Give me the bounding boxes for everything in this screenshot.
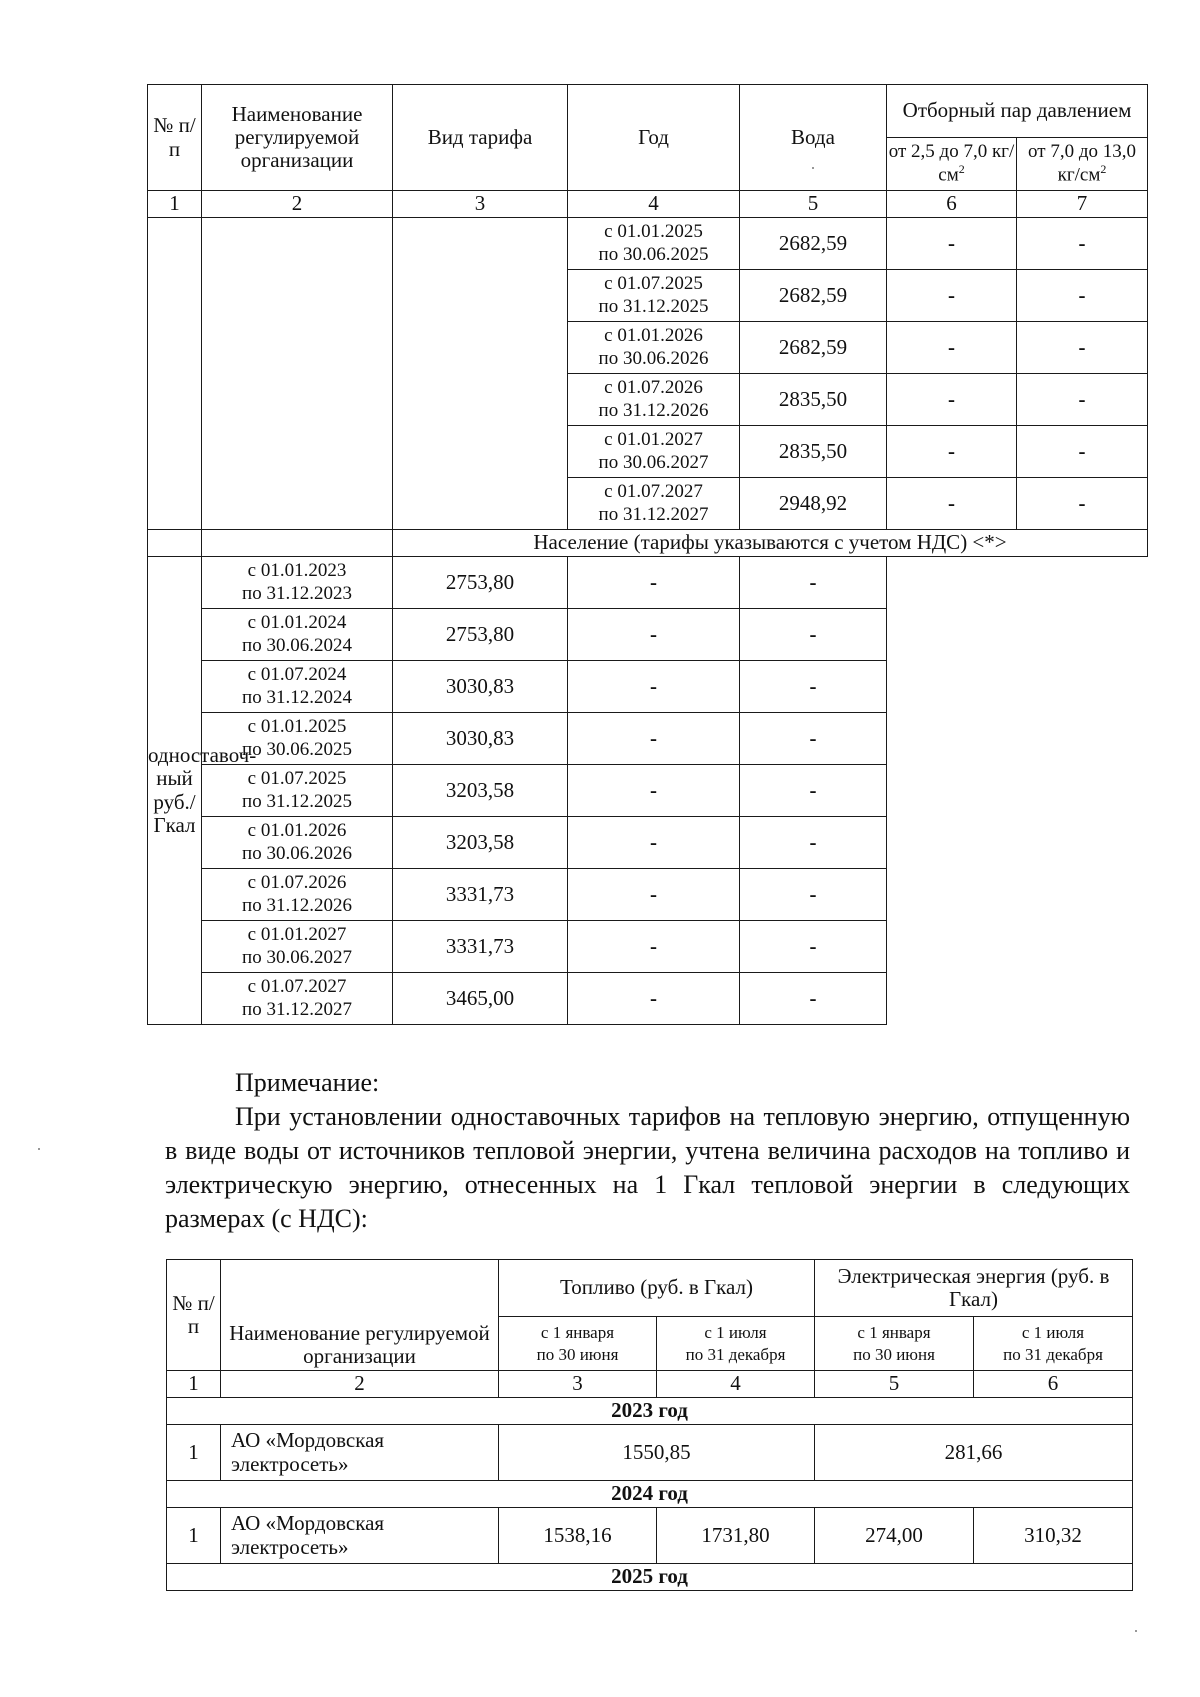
tariff-type-line: руб./Гкал [153,789,196,837]
col-number: 6 [887,191,1017,218]
period-to: по 30.06.2026 [242,842,352,864]
steam-low-value: - [568,921,740,973]
steam-low-value: - [568,817,740,869]
period-from: с 01.07.2027 [604,481,703,503]
period-from: с 01.01.2025 [604,221,703,243]
col-number: 3 [499,1371,657,1398]
steam-high-value: - [740,661,887,713]
water-value: 2948,92 [740,478,887,530]
period-to: по 31.12.2025 [598,295,709,317]
steam-low-value: - [887,322,1017,374]
period-cell [202,921,393,973]
period-from: с 01.07.2025 [604,273,703,295]
water-value: 3030,83 [393,713,568,765]
steam-high-value: - [740,973,887,1025]
water-value: 2682,59 [740,322,887,374]
electric-h2-value: 310,32 [974,1508,1133,1564]
steam-low-value: - [887,218,1017,270]
period-to: по 30.06.2027 [242,946,352,968]
tariff-row [148,973,1148,1025]
steam-low-value: - [568,661,740,713]
fuel-electricity-table [166,1259,1133,1591]
water-value: 2682,59 [740,270,887,322]
period-from: с 01.07.2027 [247,976,347,998]
steam-low-value: - [887,270,1017,322]
steam-low-value: - [887,478,1017,530]
water-value: 2753,80 [393,557,568,609]
header-water: Вода [740,85,887,191]
col-number: 6 [974,1371,1133,1398]
period-cell [202,661,393,713]
water-value: 2835,50 [740,374,887,426]
tariff-type-line: ный [156,766,193,791]
steam-high-value: - [1017,270,1148,322]
fuel-h2-value: 1731,80 [657,1508,815,1564]
year-header-2024: 2024 год [167,1481,1133,1508]
steam-low-value: - [887,426,1017,478]
period-from: с 01.07.2024 [247,664,347,686]
tariff-type-cell-empty [393,218,568,530]
tariff-type-line: одноставоч- [148,743,257,768]
scan-speck [1135,1630,1137,1632]
col-number: 1 [148,191,202,218]
period-cell [202,817,393,869]
year-header-2025: 2025 год [167,1564,1133,1591]
steam-high-value: - [740,817,887,869]
tariff-row [148,218,1148,270]
period-cell [568,270,740,322]
period-to: по 31.12.2025 [242,790,352,812]
tariff-row [148,713,1148,765]
col-number: 4 [568,191,740,218]
steam-low-value: - [568,765,740,817]
steam-high-value: - [740,869,887,921]
steam-high-value: - [740,713,887,765]
period-to: по 31.12.2027 [242,998,352,1020]
t2-header-el-h2: с 1 июля по 31 декабря [974,1317,1133,1371]
period-to: по 30.06.2026 [598,347,709,369]
t2-header-el-h1: с 1 января по 30 июня [815,1317,974,1371]
org-name: АО «Мордовская электросеть» [221,1508,499,1564]
tariff-type-cell [148,557,257,1025]
water-value: 3331,73 [393,921,568,973]
t2-header-org: Наименование регулируемой организации [221,1260,499,1371]
steam-low-value: - [568,557,740,609]
header-steam-high: от 7,0 до 13,0 $кг/см^2$ [1017,138,1148,191]
period-cell [568,322,740,374]
header-org: Наименование регулируемой организации [202,85,393,191]
t2-header-electric: Электрическая энергия (руб. в Гкал) [815,1260,1133,1317]
steam-high-value: - [1017,322,1148,374]
header-tariff-type: Вид тарифа [393,85,568,191]
period-from: с 01.01.2024 [247,612,347,634]
period-cell [568,426,740,478]
col-number: 7 [1017,191,1148,218]
period-to: по 31.12.2023 [242,582,352,604]
header-num: № п/п [148,85,202,191]
col-number: 5 [740,191,887,218]
period-to: по 30.06.2027 [598,451,709,473]
column-number-row [148,191,1148,218]
electric-h1-value: 274,00 [815,1508,974,1564]
col-number: 5 [815,1371,974,1398]
steam-high-value: - [740,609,887,661]
row-num: 1 [167,1425,221,1481]
scan-speck [812,167,814,169]
period-cell [202,869,393,921]
period-from: с 01.01.2023 [247,560,347,582]
steam-low-value: - [568,869,740,921]
period-from: с 01.01.2027 [604,429,703,451]
steam-high-value: - [740,765,887,817]
period-cell [568,374,740,426]
water-value: 3030,83 [393,661,568,713]
period-from: с 01.01.2027 [247,924,347,946]
period-to: по 31.12.2026 [598,399,709,421]
period-to: по 31.12.2027 [598,503,709,525]
tariff-row [148,817,1148,869]
col-number: 2 [202,191,393,218]
period-from: с 01.07.2026 [247,872,347,894]
population-header: Население (тарифы указываются с учетом НДС) <*> [393,530,1148,557]
electric-value: 281,66 [815,1425,1133,1481]
water-value: 2835,50 [740,426,887,478]
tariff-row [148,765,1148,817]
note-text: При установлении одноставочных тарифов на тепловую энергию, отпущенную в виде воды от источников тепловой энергии, учтена величина расходов на топливо и электрическую энергию, отнесенных на 1 Гкал тепловой энергии в следующих размерах (с НДС): [165,1102,1130,1233]
steam-low-value: - [887,374,1017,426]
header-steam-low: от 2,5 до 7,0 $кг/см^2$ [887,138,1017,191]
fuel-value: 1550,85 [499,1425,815,1481]
steam-high-value: - [1017,218,1148,270]
water-value: 3465,00 [393,973,568,1025]
scan-speck [38,1148,40,1150]
num-cell-empty [148,530,202,557]
tariff-row [148,661,1148,713]
period-cell [202,609,393,661]
period-cell [568,478,740,530]
org-cell-empty [202,218,393,530]
steam-low-value: - [568,609,740,661]
period-from: с 01.01.2025 [247,716,347,738]
steam-high-value: - [1017,478,1148,530]
period-to: по 31.12.2024 [242,686,352,708]
period-cell [202,973,393,1025]
t2-header-fuel-h1: с 1 января по 30 июня [499,1317,657,1371]
steam-high-value: - [740,921,887,973]
org-name: АО «Мордовская электросеть» [221,1425,499,1481]
tariff-row [148,609,1148,661]
tariff-row [148,557,1148,609]
period-from: с 01.01.2026 [247,820,347,842]
steam-high-value: - [740,557,887,609]
period-to: по 30.06.2025 [598,243,709,265]
num-cell-empty [148,218,202,530]
water-value: 3331,73 [393,869,568,921]
col-number: 3 [393,191,568,218]
steam-low-value: - [568,973,740,1025]
col-number: 4 [657,1371,815,1398]
header-steam: Отборный пар давлением [887,85,1148,138]
col-number: 1 [167,1371,221,1398]
note-title: Примечание: [235,1068,380,1097]
tariff-table [147,84,1148,1025]
row-num: 1 [167,1508,221,1564]
period-to: по 30.06.2025 [242,738,352,760]
col-number: 2 [221,1371,499,1398]
period-to: по 30.06.2024 [242,634,352,656]
header-year: Год [568,85,740,191]
steam-low-value: - [568,713,740,765]
period-cell [202,765,393,817]
period-cell [202,557,393,609]
period-to: по 31.12.2026 [242,894,352,916]
t2-header-num: № п/п [167,1260,221,1371]
period-from: с 01.07.2025 [247,768,347,790]
water-value: 2682,59 [740,218,887,270]
steam-high-value: - [1017,426,1148,478]
tariff-row [148,921,1148,973]
steam-high-value: - [1017,374,1148,426]
water-value: 2753,80 [393,609,568,661]
water-value: 3203,58 [393,817,568,869]
t2-header-fuel: Топливо (руб. в Гкал) [499,1260,815,1317]
t2-header-fuel-h2: с 1 июля по 31 декабря [657,1317,815,1371]
org-cell-empty [202,530,393,557]
period-from: с 01.07.2026 [604,377,703,399]
tariff-row [148,869,1148,921]
year-header-2023: 2023 год [167,1398,1133,1425]
fuel-h1-value: 1538,16 [499,1508,657,1564]
period-from: с 01.01.2026 [604,325,703,347]
period-cell [568,218,740,270]
water-value: 3203,58 [393,765,568,817]
